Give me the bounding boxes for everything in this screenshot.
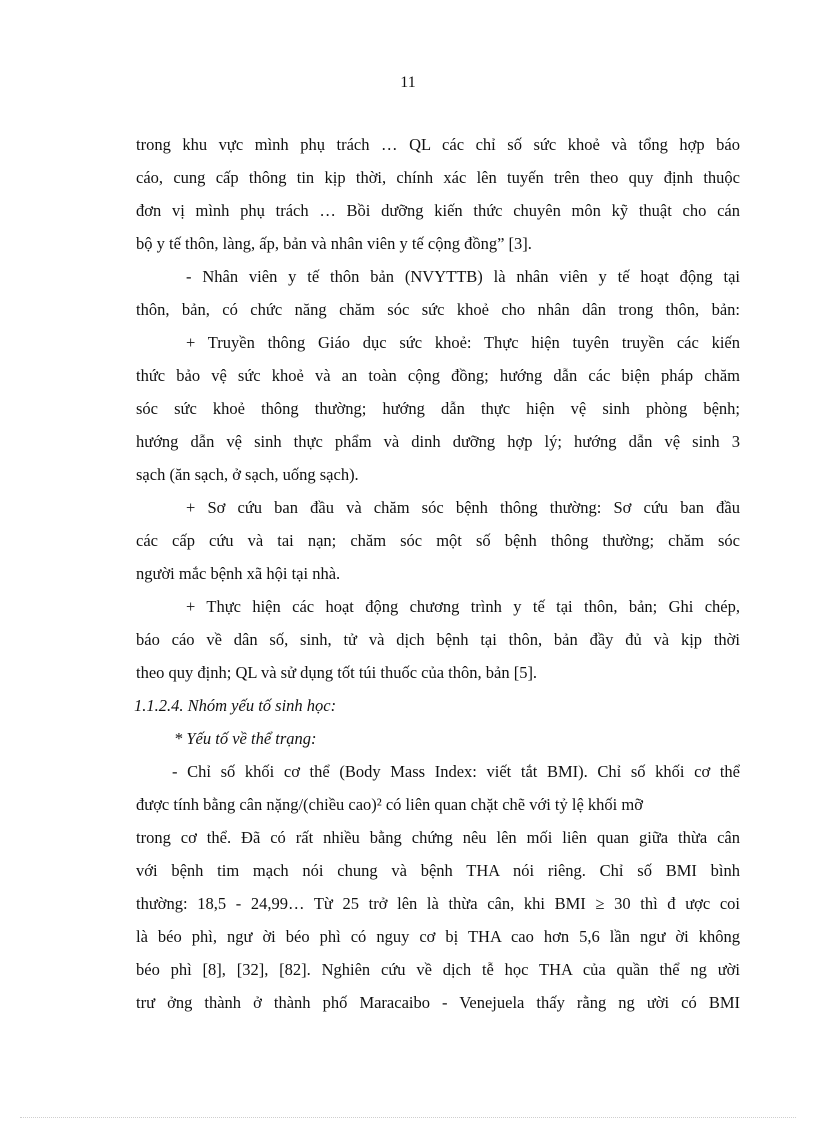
text-line: là béo phì, ngư ời béo phì có nguy cơ bị THA cao hơn 5,6 lần ngư ời không	[136, 927, 740, 946]
document-body	[136, 128, 740, 1019]
text-line: sóc sức khoẻ thông thường; hướng dẫn thực hiện vệ sinh phòng bệnh;	[136, 399, 740, 418]
text-line: trong cơ thể. Đã có rất nhiều bằng chứng nêu lên mối liên quan giữa thừa cân	[136, 828, 740, 847]
section-heading: 1.1.2.4. Nhóm yếu tố sinh học:	[134, 696, 337, 715]
text-line: - Chỉ số khối cơ thể (Body Mass Index: viết tắt BMI). Chỉ số khối cơ thể	[172, 762, 740, 781]
text-line: thường: 18,5 - 24,99… Từ 25 trở lên là thừa cân, khi BMI ≥ 30 thì đ ược coi	[136, 894, 740, 913]
text-line: cáo, cung cấp thông tin kịp thời, chính xác lên tuyến trên theo quy định thuộc	[136, 168, 740, 187]
text-line: với bệnh tim mạch nói chung và bệnh THA nói riêng. Chỉ số BMI bình	[136, 861, 740, 880]
text-line: các cấp cứu và tai nạn; chăm sóc một số bệnh thông thường; chăm sóc	[136, 531, 740, 550]
text-line: + Thực hiện các hoạt động chương trình y tế tại thôn, bản; Ghi chép,	[186, 597, 740, 616]
text-line: thức bảo vệ sức khoẻ và an toàn cộng đồng; hướng dẫn các biện pháp chăm	[136, 366, 740, 385]
text-line: sạch (ăn sạch, ở sạch, uống sạch).	[136, 465, 359, 484]
text-line: béo phì [8], [32], [82]. Nghiên cứu về dịch tễ học THA của quần thể ng ười	[136, 960, 740, 979]
text-line: theo quy định; QL và sử dụng tốt túi thuốc của thôn, bản [5].	[136, 663, 538, 682]
text-line: trong khu vực mình phụ trách … QL các chỉ số sức khoẻ và tổng hợp báo	[136, 135, 740, 154]
text-line: báo cáo về dân số, sinh, tử và dịch bệnh tại thôn, bản đầy đủ và kịp thời	[136, 630, 740, 649]
page-bottom-rule	[20, 1117, 796, 1118]
text-line: thôn, bản, có chức năng chăm sóc sức khoẻ cho nhân dân trong thôn, bản:	[136, 300, 740, 319]
text-line: hướng dẫn vệ sinh thực phẩm và dinh dưỡng hợp lý; hướng dẫn vệ sinh 3	[136, 432, 740, 451]
text-line: + Truyền thông Giáo dục sức khoẻ: Thực hiện tuyên truyền các kiến	[186, 333, 740, 352]
text-line: trư ởng thành ở thành phố Maracaibo - Venejuela thấy rằng ng ười có BMI	[136, 993, 740, 1012]
text-line: bộ y tế thôn, làng, ấp, bản và nhân viên y tế cộng đồng” [3].	[136, 234, 532, 253]
text-line: người mắc bệnh xã hội tại nhà.	[136, 564, 341, 583]
sub-heading: * Yếu tố về thể trạng:	[174, 729, 317, 748]
text-line: đơn vị mình phụ trách … Bồi dưỡng kiến thức chuyên môn kỹ thuật cho cán	[136, 201, 740, 220]
text-line: + Sơ cứu ban đầu và chăm sóc bệnh thông thường: Sơ cứu ban đầu	[186, 498, 740, 517]
text-line	[136, 788, 740, 821]
superscript-continuation: ² có liên quan chặt chẽ với tỷ lệ khối mỡ	[376, 795, 643, 814]
text-line: - Nhân viên y tế thôn bản (NVYTTB) là nhân viên y tế hoạt động tại	[186, 267, 740, 286]
page-number: 11	[400, 74, 416, 91]
text-segment: được tính bằng cân nặng/(chiều cao)	[136, 795, 377, 814]
